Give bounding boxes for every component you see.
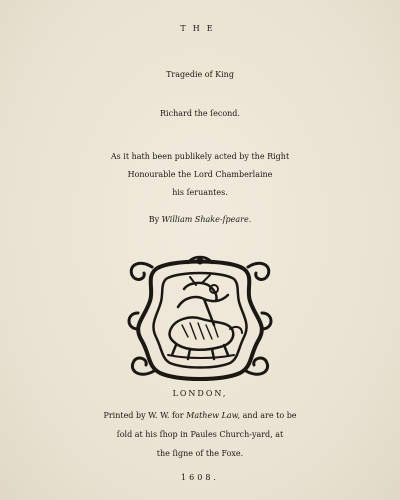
author-name: William Shake-ſpeare. (161, 215, 252, 224)
printers-device-ornament-icon (118, 255, 282, 381)
imprint-line-2: ſold at his ſhop in Paules Church-yard, at (116, 430, 284, 439)
performance-line-1: As it hath been publikely acted by the Right (110, 152, 290, 161)
imprint-year: 1608. (181, 473, 219, 482)
imprint-city: LONDON, (172, 389, 228, 398)
title-line-the: THE (180, 24, 220, 33)
title-line-richard: Richard the ſecond. (160, 109, 240, 118)
imprint-line-3: the ſigne of the Foxe. (156, 449, 244, 458)
title-line-tragedie: Tragedie of King (166, 70, 234, 79)
author-byline (0, 210, 400, 230)
byline-prefix: By (148, 215, 160, 224)
imprint-line-1 (0, 406, 400, 425)
imprint-printer: Printed by W. W. for (103, 411, 184, 420)
imprint-line-1-suffix: and are to be (242, 411, 297, 420)
performance-line-3: his ſeruantes. (172, 188, 228, 197)
performance-line-2: Honourable the Lord Chamberlaine (127, 170, 273, 179)
imprint-bookseller: Mathew Law, (186, 411, 241, 420)
